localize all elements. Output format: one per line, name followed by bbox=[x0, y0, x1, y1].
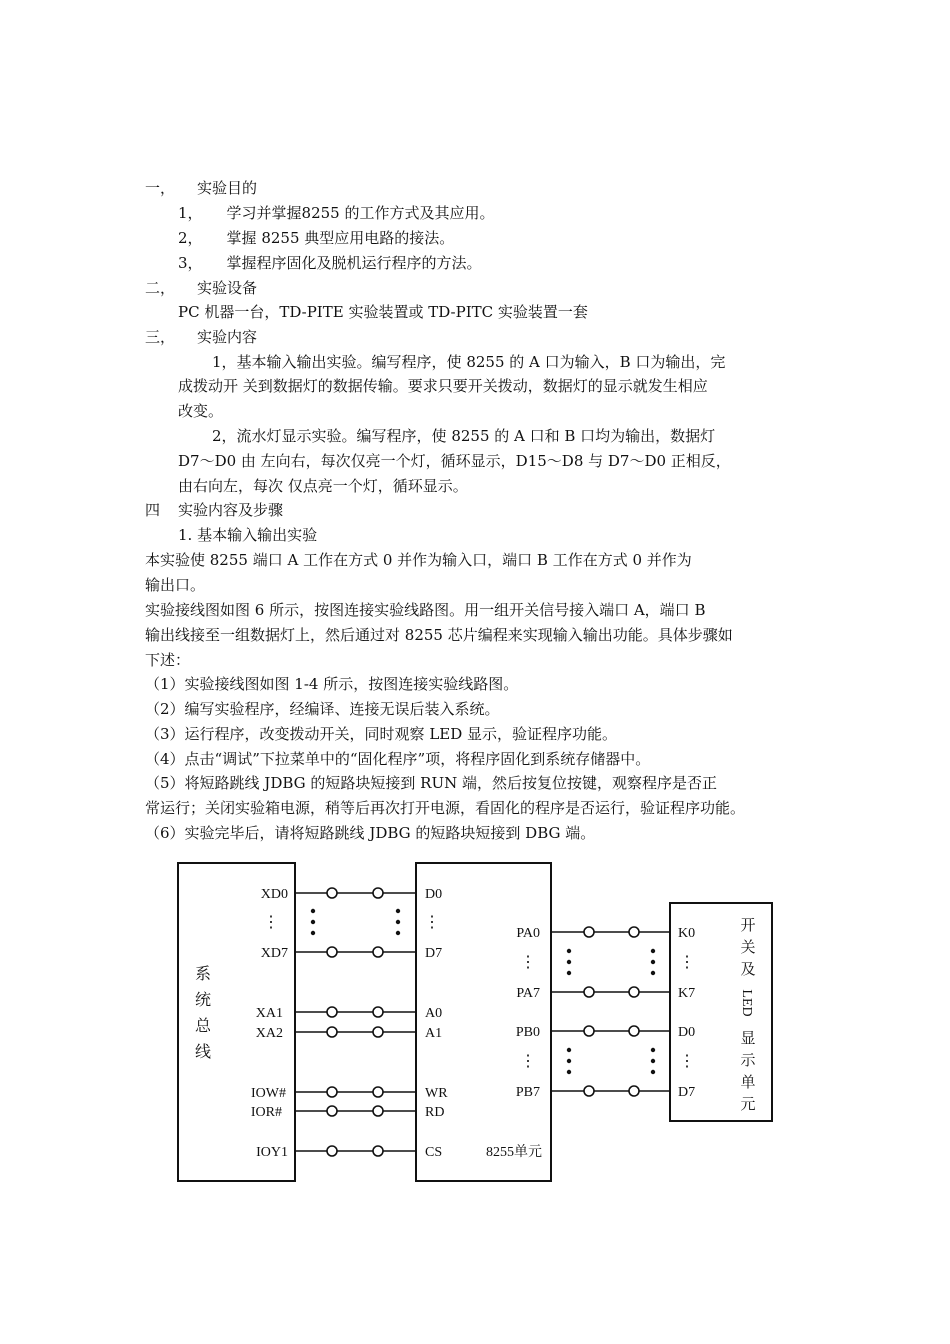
content-line: 成拨动开 关到数据灯的数据传输。要求只要开关拨动，数据灯的显示就发生相应 bbox=[178, 377, 708, 395]
wire-xa1-a0 bbox=[295, 1007, 416, 1017]
chip-pin-label: PA7 bbox=[516, 986, 540, 1001]
bus-label-char: 线 bbox=[194, 1044, 212, 1061]
bus-pin-label: XA2 bbox=[255, 1026, 283, 1041]
content-line: 1，基本输入输出实验。编写程序，使 8255 的 A 口为输入，B 口为输出，完 bbox=[212, 353, 726, 371]
section-1-heading: 一， 实验目的 bbox=[145, 179, 258, 197]
led-label-char: 元 bbox=[740, 1097, 756, 1113]
body-line: 下述： bbox=[145, 651, 191, 669]
step-line: （3）运行程序，改变拨动开关，同时观察 LED 显示，验证程序功能。 bbox=[145, 725, 618, 743]
wire-ioy1-cs bbox=[295, 1146, 416, 1156]
led-pin-label: D7 bbox=[678, 1085, 696, 1100]
step-line: （2）编写实验程序，经编译、连接无误后装入系统。 bbox=[145, 700, 500, 718]
wire-pb0-d0 bbox=[551, 1026, 670, 1036]
wire-pa7-k7 bbox=[551, 987, 670, 997]
step-line: （5）将短路跳线 JDBG 的短路块短接到 RUN 端，然后按复位按键，观察程序是否正 bbox=[145, 774, 718, 792]
led-label-char: 关 bbox=[740, 940, 756, 956]
body-line: 输出口。 bbox=[145, 576, 206, 594]
chip-pin-label: CS bbox=[425, 1145, 443, 1160]
section-4-heading: 四 实验内容及步骤 bbox=[145, 501, 284, 519]
led-label-char: 及 bbox=[740, 962, 756, 978]
chip-pin-label: D7 bbox=[425, 946, 443, 961]
step-line: 常运行；关闭实验箱电源，稍等后再次打开电源，看固化的程序是否运行，验证程序功能。 bbox=[145, 799, 746, 817]
wire-xa2-a1 bbox=[295, 1027, 416, 1037]
purpose-item-1: 1， 学习并掌握8255 的工作方式及其应用。 bbox=[178, 204, 495, 222]
body-line: 输出线接至一组数据灯上，然后通过对 8255 芯片编程来实现输入输出功能。具体步骤如 bbox=[145, 626, 733, 644]
purpose-item-3: 3， 掌握程序固化及脱机运行程序的方法。 bbox=[178, 254, 482, 272]
bus-pin-label: IOY1 bbox=[256, 1145, 288, 1160]
led-label-char: 显 bbox=[740, 1031, 756, 1047]
wire-ior-rd bbox=[295, 1106, 416, 1116]
steps-subtitle: 1. 基本输入输出实验 bbox=[178, 526, 318, 544]
vdots-icon: ⋮ bbox=[520, 954, 536, 971]
content-line: D7～D0 由 左向右，每次仅亮一个灯，循环显示，D15～D8 与 D7～D0 正相反， bbox=[178, 452, 731, 470]
wire-xd7-d7 bbox=[295, 947, 416, 957]
wire-pa0-k0 bbox=[551, 927, 670, 937]
wire-xd0-d0 bbox=[295, 888, 416, 898]
bus-label-char: 系 bbox=[194, 966, 212, 983]
led-pin-label: D0 bbox=[678, 1025, 696, 1040]
equipment-text: PC 机器一台，TD-PITE 实验装置或 TD-PITC 实验装置一套 bbox=[178, 303, 588, 321]
vdots-icon: ⋮ bbox=[679, 954, 695, 971]
vdots-icon: ⋮ bbox=[520, 1053, 536, 1070]
body-line: 本实验使 8255 端口 A 工作在方式 0 并作为输入口，端口 B 工作在方式 0 并作为 bbox=[145, 551, 692, 569]
vdots-icon: ⋮ bbox=[679, 1053, 695, 1070]
led-label-char: 开 bbox=[740, 918, 756, 934]
step-line: （6）实验完毕后，请将短路跳线 JDBG 的短路块短接到 DBG 端。 bbox=[145, 824, 596, 842]
content-line: 改变。 bbox=[178, 402, 224, 420]
led-label-text: LED bbox=[739, 989, 754, 1017]
chip-pin-label: A0 bbox=[425, 1006, 443, 1021]
wire-pb7-d7 bbox=[551, 1086, 670, 1096]
bus-pin-label: XD0 bbox=[260, 887, 288, 902]
bus-pin-label: IOW# bbox=[251, 1086, 286, 1101]
wiring-diagram bbox=[170, 855, 790, 1190]
chip-pin-label: WR bbox=[425, 1086, 448, 1101]
chip-pin-label: RD bbox=[425, 1105, 445, 1120]
chip-pin-label: PB0 bbox=[515, 1025, 540, 1040]
led-label-char: 单 bbox=[740, 1075, 756, 1091]
chip-pin-label: PA0 bbox=[516, 926, 540, 941]
vdots-icon: ⋮ bbox=[263, 914, 279, 931]
chip-pin-label: A1 bbox=[425, 1026, 443, 1041]
section-3-heading: 三， 实验内容 bbox=[145, 328, 258, 346]
vdots-icon: ⋮ bbox=[424, 914, 440, 931]
purpose-item-2: 2， 掌握 8255 典型应用电路的接法。 bbox=[178, 229, 455, 247]
content-line: 2，流水灯显示实验。编写程序，使 8255 的 A 口和 B 口均为输出，数据灯 bbox=[212, 427, 716, 445]
section-2-heading: 二， 实验设备 bbox=[145, 279, 258, 297]
bus-pin-label: XA1 bbox=[255, 1006, 283, 1021]
led-pin-label: K0 bbox=[678, 926, 696, 941]
step-line: （4）点击“调试”下拉菜单中的“固化程序”项，将程序固化到系统存储器中。 bbox=[145, 750, 651, 768]
chip-8255-block bbox=[416, 863, 551, 1181]
led-label-char: 示 bbox=[740, 1053, 756, 1069]
content-line: 由右向左，每次 仅点亮一个灯，循环显示。 bbox=[178, 477, 468, 495]
chip-label: 8255单元 bbox=[486, 1145, 542, 1160]
chip-pin-label: D0 bbox=[425, 887, 443, 902]
bus-label-char: 总 bbox=[194, 1018, 212, 1035]
bus-pin-label: XD7 bbox=[260, 946, 288, 961]
wire-iow-wr bbox=[295, 1087, 416, 1097]
step-line: （1）实验接线图如图 1-4 所示，按图连接实验线路图。 bbox=[145, 675, 519, 693]
bus-label-char: 统 bbox=[194, 992, 212, 1009]
chip-pin-label: PB7 bbox=[515, 1085, 540, 1100]
led-pin-label: K7 bbox=[678, 986, 696, 1001]
bus-pin-label: IOR# bbox=[250, 1105, 282, 1120]
body-line: 实验接线图如图 6 所示，按图连接实验线路图。用一组开关信号接入端口 A，端口 B bbox=[145, 601, 706, 619]
